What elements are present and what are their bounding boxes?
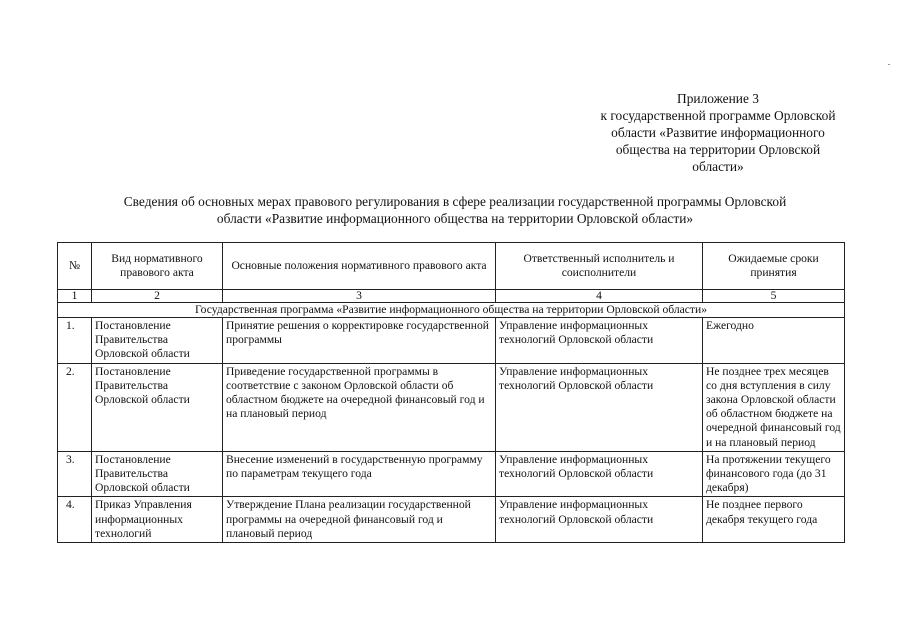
row-executor: Управление информационных технологий Орловской области [496,363,703,451]
table-row [58,318,845,364]
table-row [58,363,845,451]
row-type: Постановление Правительства Орловской области [92,318,223,364]
column-number: 3 [223,290,496,303]
row-num: 2. [58,363,92,451]
column-number: 2 [92,290,223,303]
table-row [58,497,845,543]
row-deadline: Не позднее трех месяцев со дня вступления в силу закона Орловской области об областном бюджете на очередной финансовый год и на плановый период [703,363,845,451]
appendix-note [578,90,858,175]
table-row [58,451,845,497]
column-number: 4 [496,290,703,303]
row-deadline: На протяжении текущего финансового года (до 31 декабря) [703,451,845,497]
row-executor: Управление информационных технологий Орловской области [496,497,703,543]
row-provisions: Приведение государственной программы в соответствие с законом Орловской области об областном бюджете на очередной финансовый год и на плановый период [223,363,496,451]
header-provisions: Основные положения нормативного правового акта [223,243,496,290]
heading-line: области «Развитие информационного общества на территории Орловской области» [216,211,694,226]
appendix-line: к государственной программе Орловской [600,108,836,123]
appendix-line: области «Развитие информационного [611,125,825,140]
row-type: Приказ Управления информационных технологий [92,497,223,543]
header-deadline: Ожидаемые сроки принятия [703,243,845,290]
row-executor: Управление информационных технологий Орловской области [496,318,703,364]
scan-speck [888,64,890,65]
program-title-row [58,303,845,318]
program-title: Государственная программа «Развитие информационного общества на территории Орловской области» [58,303,845,318]
header-row [58,243,845,290]
appendix-line: Приложение 3 [677,91,759,106]
appendix-line: области» [692,159,744,174]
document-heading [60,193,850,227]
row-type: Постановление Правительства Орловской области [92,451,223,497]
header-type: Вид нормативного правового акта [92,243,223,290]
column-number: 1 [58,290,92,303]
row-num: 4. [58,497,92,543]
header-executor: Ответственный исполнитель и соисполнители [496,243,703,290]
row-executor: Управление информационных технологий Орловской области [496,451,703,497]
appendix-line: общества на территории Орловской [615,142,821,157]
column-number-row [58,290,845,303]
row-type: Постановление Правительства Орловской области [92,363,223,451]
row-num: 1. [58,318,92,364]
header-num: № [58,243,92,290]
heading-line: Сведения об основных мерах правового регулирования в сфере реализации государственной программы Орловской [123,194,787,209]
row-num: 3. [58,451,92,497]
row-deadline: Ежегодно [703,318,845,364]
row-provisions: Утверждение Плана реализации государственной программы на очередной финансовый год и плановый период [223,497,496,543]
row-provisions: Внесение изменений в государственную программу по параметрам текущего года [223,451,496,497]
row-provisions: Принятие решения о корректировке государственной программы [223,318,496,364]
row-deadline: Не позднее первого декабря текущего года [703,497,845,543]
column-number: 5 [703,290,845,303]
measures-table [57,242,845,543]
